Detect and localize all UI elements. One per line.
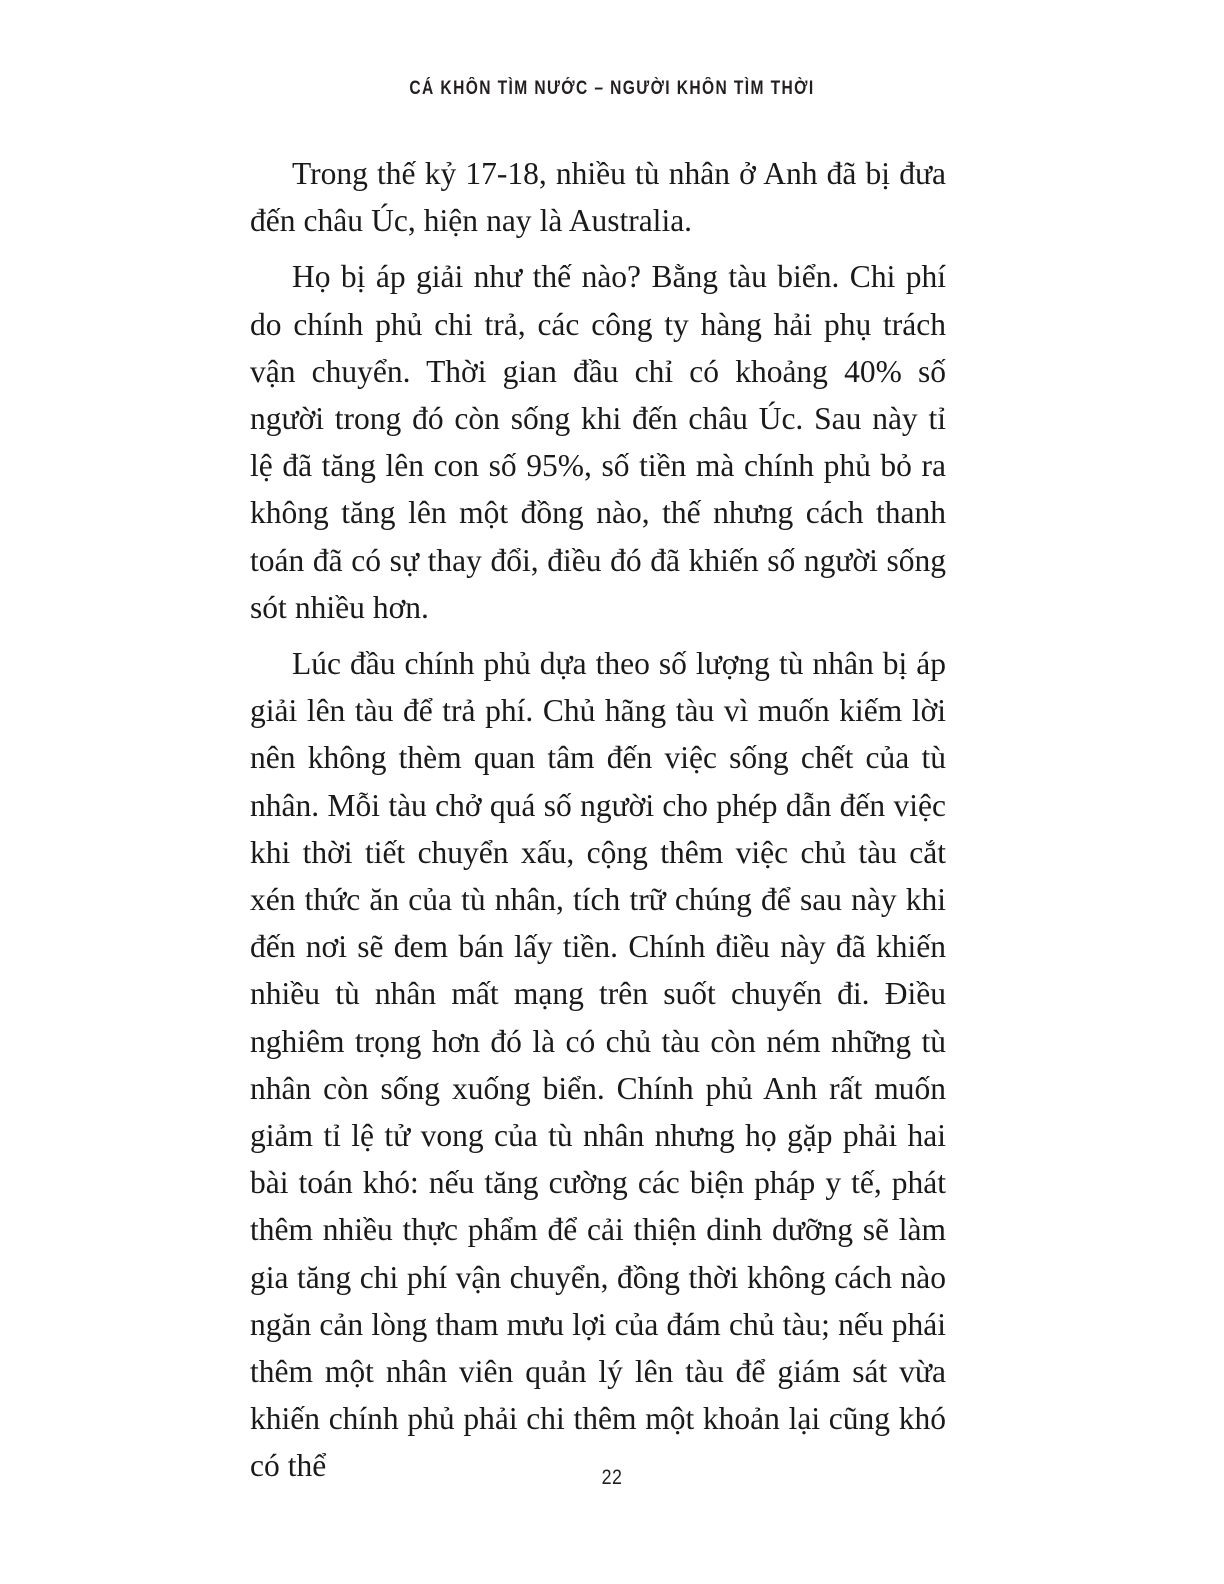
body-paragraph: Trong thế kỷ 17-18, nhiều tù nhân ở Anh đã bị đưa đến châu Úc, hiện nay là Australia. <box>250 156 946 239</box>
page-number: 22 <box>601 1466 623 1489</box>
body-paragraph: Họ bị áp giải như thế nào? Bằng tàu biển. Chi phí do chính phủ chi trả, các công ty hàng hải phụ trách vận chuyển. Thời gian đầu chỉ có khoảng 40% số người trong đó còn sống khi đến châu Úc. Sau này tỉ lệ đã tăng lên con số 95%, số tiền mà chính phủ bỏ ra không tăng lên một đồng nào, thế nhưng cách thanh toán đã có sự thay đổi, điều đó đã khiến số người sống sót nhiều hơn. <box>250 259 946 625</box>
body-paragraph: Lúc đầu chính phủ dựa theo số lượng tù nhân bị áp giải lên tàu để trả phí. Chủ hãng tàu vì muốn kiếm lời nên không thèm quan tâm đến việc sống chết của tù nhân. Mỗi tàu chở quá số người cho phép dẫn đến việc khi thời tiết chuyển xấu, cộng thêm việc chủ tàu cắt xén thức ăn của tù nhân, tích trữ chúng để sau này khi đến nơi sẽ đem bán lấy tiền. Chính điều này đã khiến nhiều tù nhân mất mạng trên suốt chuyến đi. Điều nghiêm trọng hơn đó là có chủ tàu còn ném những tù nhân còn sống xuống biển. Chính phủ Anh rất muốn giảm tỉ lệ tử vong của tù nhân nhưng họ gặp phải hai bài toán khó: nếu tăng cường các biện pháp y tế, phát thêm nhiều thực phẩm để cải thiện dinh dưỡng sẽ làm gia tăng chi phí vận chuyển, đồng thời không cách nào ngăn cản lòng tham mưu lợi của đám chủ tàu; nếu phái thêm một nhân viên quản lý lên tàu để giám sát vừa khiến chính phủ phải chi thêm một khoản lại cũng khó có thể <box>250 646 946 1484</box>
body-text-column <box>250 150 946 1490</box>
running-head: CÁ KHÔN TÌM NƯỚC – NGƯỜI KHÔN TÌM THỜI <box>409 78 815 99</box>
